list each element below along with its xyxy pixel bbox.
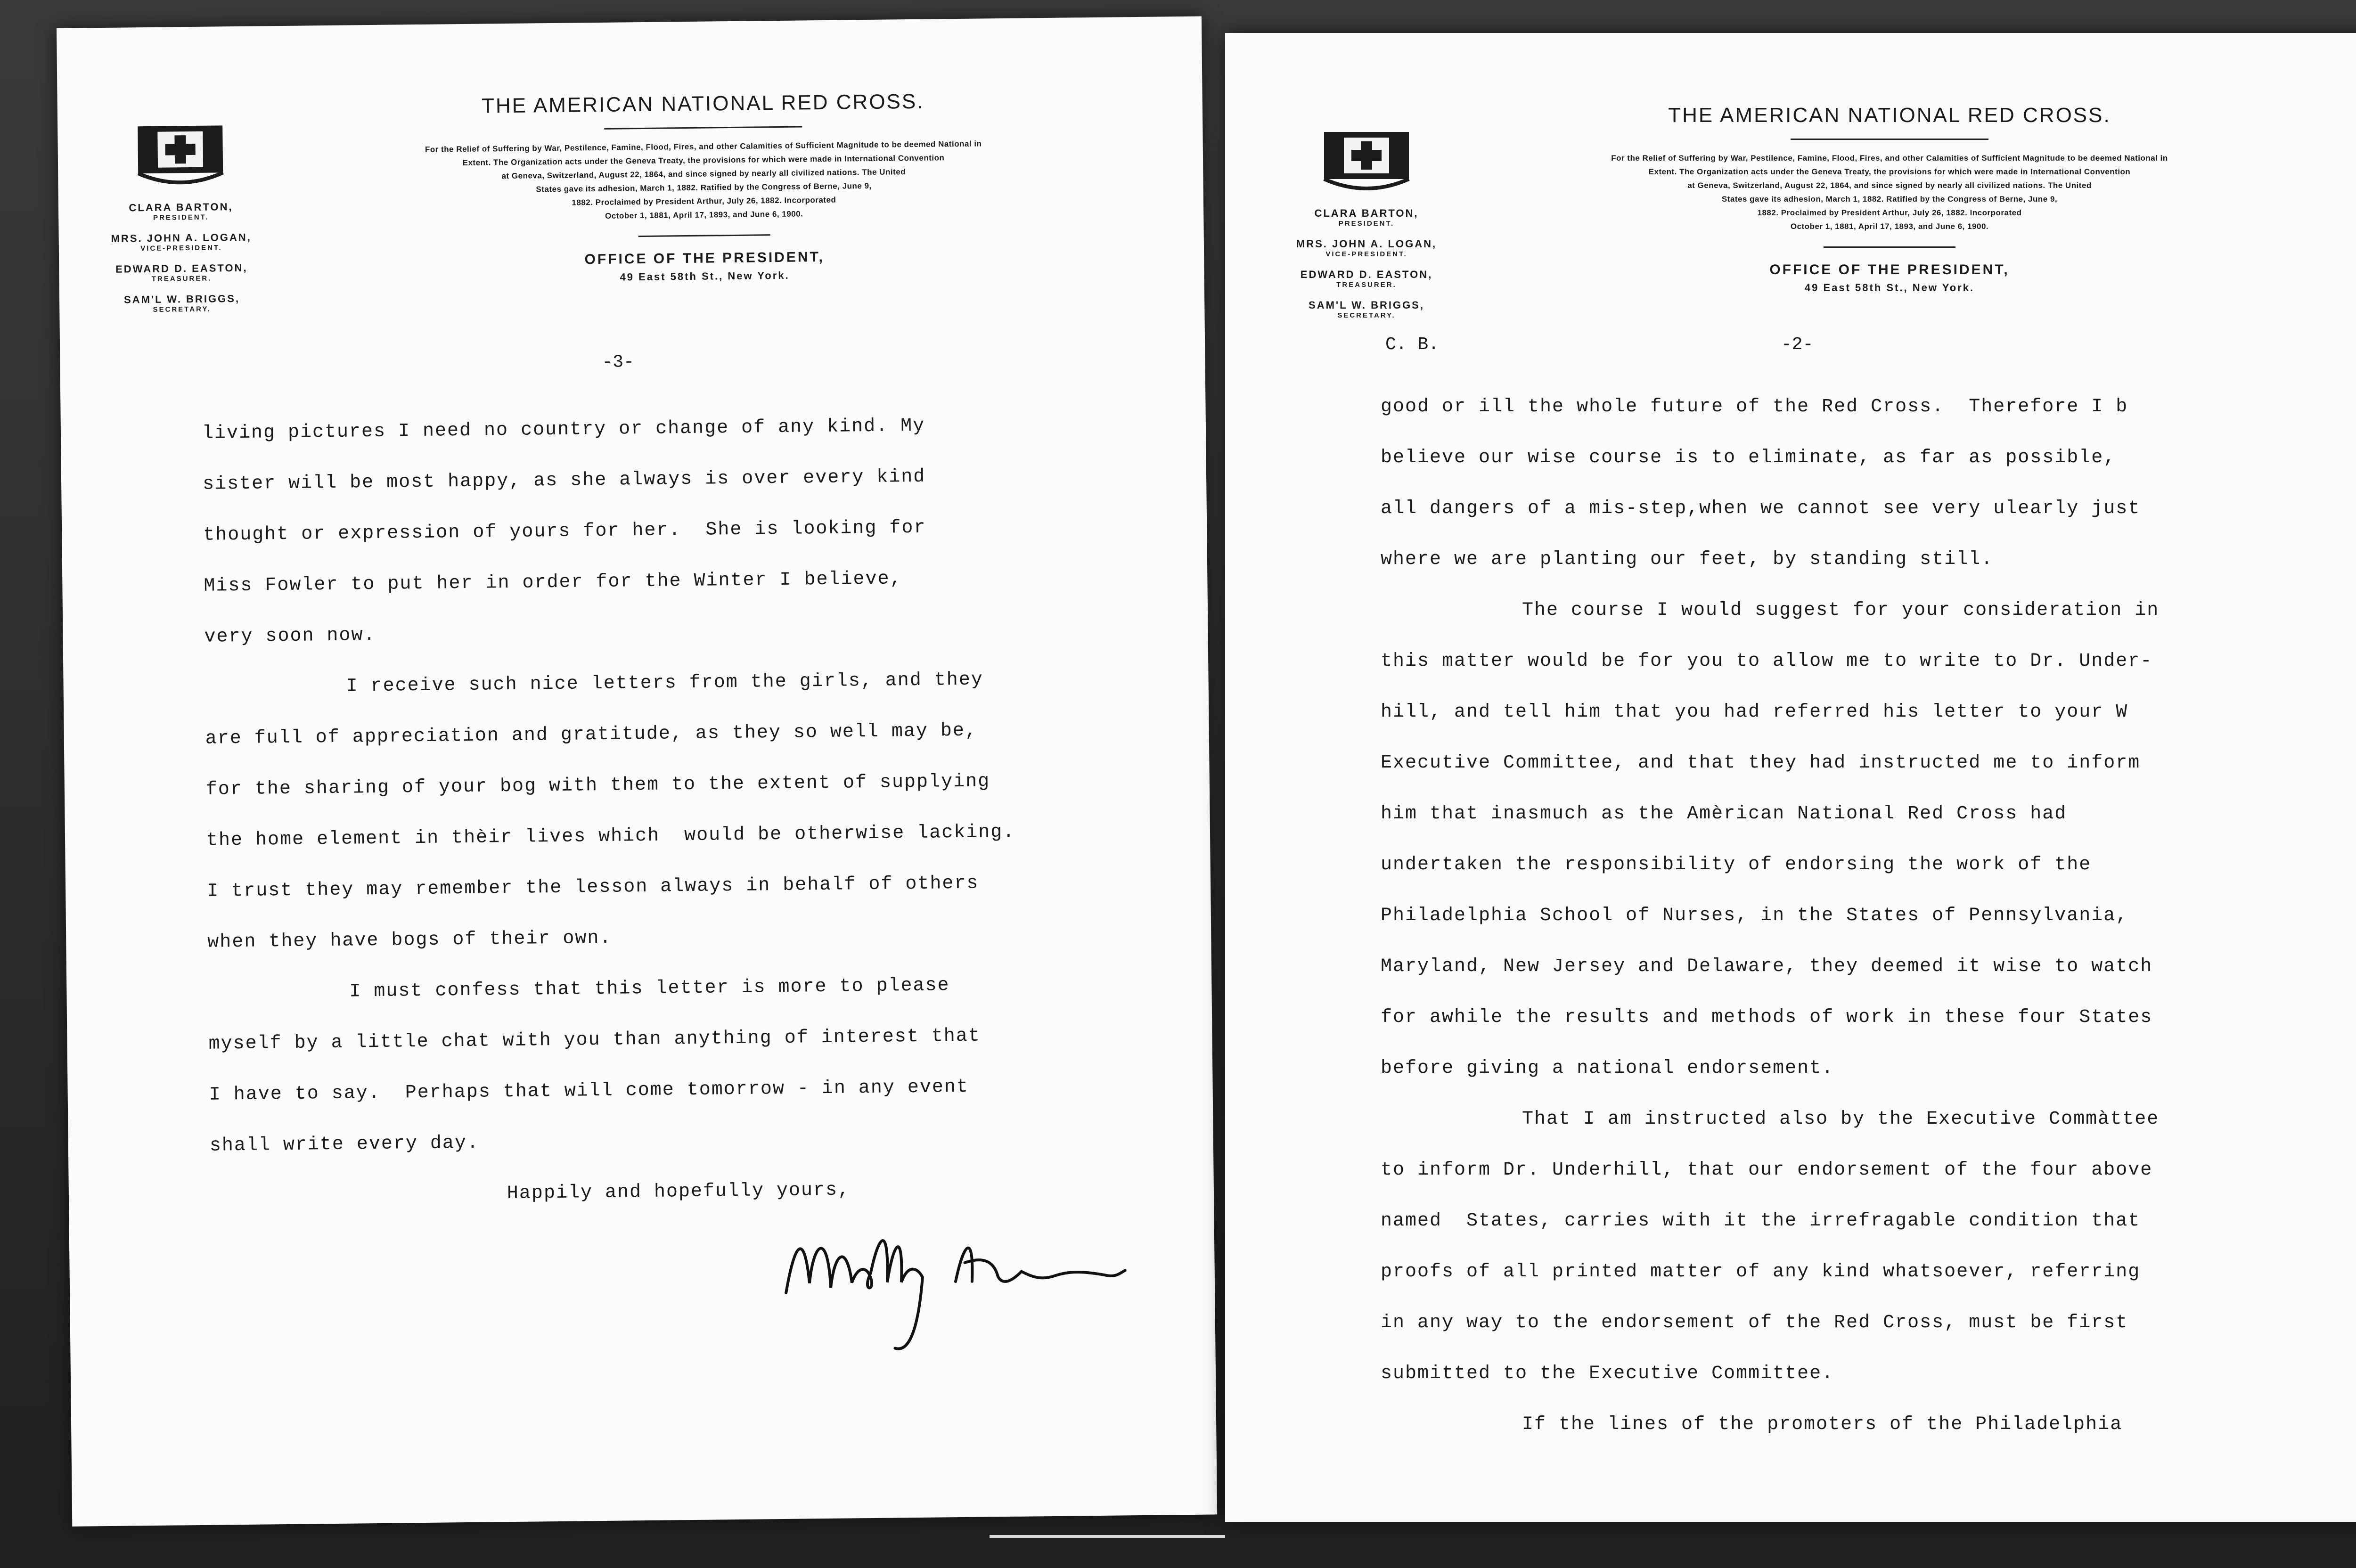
charter-line: 1882. Proclaimed by President Arthur, July 26, 1882. Incorporated [1757,208,2022,217]
charter-line: October 1, 1881, April 17, 1893, and June 6, 1900. [1790,222,1989,231]
red-cross-emblem-icon [133,121,228,188]
text-line: named States, carries with it the irrefragable condition that [1381,1210,2141,1232]
text-line: myself by a little chat with you than anything of interest that [208,1025,981,1055]
charter-line: States gave its adhesion, March 1, 1882. Ratified by the Congress of Berne, June 9, [1721,195,2058,204]
text-line: very soon now. [204,624,376,648]
charter-text [303,136,1105,226]
text-line: I must confess that this letter is more to please [349,975,950,1003]
officers-block [1296,127,1437,319]
letter-page-left [57,16,1217,1527]
letter-body-right [1381,382,2356,1450]
charter-line: at Geneva, Switzerland, August 22, 1864, and since signed by nearly all civilized nations. The United [1687,181,2092,190]
officer-vice-president [111,231,252,253]
recipient-initials: C. B. [1385,335,1440,355]
charter-line: at Geneva, Switzerland, August 22, 1864, and since signed by nearly all civilized nations. The United [501,167,906,181]
letter-page-right [1225,33,2356,1522]
officer-role: PRESIDENT. [153,213,209,222]
text-line: to inform Dr. Underhill, that our endorsement of the four above [1381,1160,2153,1181]
text-line: are full of appreciation and gratitude, as they so well may be, [205,720,978,750]
text-line: I have to say. Perhaps that will come tomorrow - in any event [209,1076,969,1106]
office-title: OFFICE OF THE PRESIDENT, [584,249,825,268]
divider [638,234,770,237]
officer-name: CLARA BARTON, [1314,207,1419,219]
text-line: Miss Fowler to put her in order for the Winter I believe, [204,568,902,597]
text-line: where we are planting our feet, by standing still. [1381,549,1994,570]
text-line: hill, and tell him that you had referred his letter to your W [1381,702,2128,723]
officer-role: SECRETARY. [1337,311,1396,319]
charter-line: Extent. The Organization acts under the Geneva Treaty, the provisions for which were made in International Convention [1648,167,2131,176]
text-line: If the lines of the promoters of the Philadelphia [1522,1414,2123,1435]
charter-line: States gave its adhesion, March 1, 1882. Ratified by the Congress of Berne, June 9, [536,181,872,194]
text-line: Philadelphia School of Nurses, in the States of Pennsylvania, [1381,905,2128,926]
officer-role: VICE-PRESIDENT. [140,244,222,253]
officer-name: SAM'L W. BRIGGS, [123,292,240,306]
officer-treasurer [111,262,252,284]
office-title: OFFICE OF THE PRESIDENT, [1769,262,2010,278]
officer-name: MRS. JOHN A. LOGAN, [1296,238,1437,250]
scanner-edge [990,1535,1225,1538]
officer-role: TREASURER. [151,274,212,283]
text-line: the home element in thèir lives which would be otherwise lacking. [206,821,1015,851]
text-line: proofs of all printed matter of any kind whatsoever, referring [1381,1261,2141,1282]
officer-name: CLARA BARTON, [129,201,233,214]
office-address: 49 East 58th St., New York. [1804,282,1975,294]
text-line: Maryland, New Jersey and Delaware, they deemed it wise to watch [1381,956,2153,977]
closing-line: Happily and hopefully yours, [507,1179,851,1205]
officers-block [109,121,253,314]
charter-line: For the Relief of Suffering by War, Pestilence, Famine, Flood, Fires, and other Calamities of Sufficient Magnitude to be deemed National in [1611,154,2168,163]
charter-line: Extent. The Organization acts under the Geneva Treaty, the provisions for which were made in International Convention [462,153,945,167]
text-line: shall write every day. [209,1132,480,1157]
text-line: sister will be most happy, as she always is over every kind [202,466,926,495]
office-address: 49 East 58th St., New York. [620,269,790,283]
text-line: in any way to the endorsement of the Red Cross, must be first [1381,1312,2128,1333]
letterhead-text [1489,104,2290,294]
letterhead-left [57,16,1205,358]
text-line: believe our wise course is to eliminate, as far as possible, [1381,447,2116,468]
text-line: I trust they may remember the lesson always in behalf of others [206,873,979,902]
divider [1824,246,1955,248]
text-line: The course I would suggest for your consideration in [1522,600,2160,621]
officer-president [1296,207,1437,228]
text-line: when they have bogs of their own. [207,927,612,953]
text-line: good or ill the whole future of the Red Cross. Therefore I b [1381,396,2128,417]
officer-secretary [111,293,253,314]
text-line: living pictures I need no country or change of any kind. My [202,415,925,444]
divider [604,126,802,129]
officer-role: PRESIDENT. [1338,220,1395,228]
charter-line: 1882. Proclaimed by President Arthur, July 26, 1882. Incorporated [572,195,836,207]
page-number: -3- [602,352,635,373]
text-line: him that inasmuch as the Amèrican National Red Cross had [1381,803,2067,825]
org-title: THE AMERICAN NATIONAL RED CROSS. [1668,104,2111,127]
text-line: before giving a national endorsement. [1381,1058,1834,1079]
handwritten-signature [776,1209,1135,1364]
officer-name: MRS. JOHN A. LOGAN, [111,231,252,245]
divider [1791,139,1988,140]
charter-text [1489,151,2290,233]
officer-role: SECRETARY. [153,305,212,314]
org-title: THE AMERICAN NATIONAL RED CROSS. [481,90,924,118]
letterhead-right [1225,33,2356,363]
red-cross-emblem-icon [1319,127,1414,193]
text-line: for awhile the results and methods of work in these four States [1381,1007,2153,1028]
letterhead-text [303,88,1105,287]
text-line: undertaken the responsibility of endorsing the work of the [1381,854,2092,875]
page-number: -2- [1781,335,1814,355]
officer-role: TREASURER. [1336,281,1397,289]
text-line: submitted to the Executive Committee. [1381,1363,1834,1384]
text-line: That I am instructed also by the Executive Commàttee [1522,1109,2160,1130]
officer-treasurer [1296,269,1437,289]
text-line: for the sharing of your bog with them to the extent of supplying [205,771,990,800]
officer-name: EDWARD D. EASTON, [1300,269,1433,280]
letter-body-left [202,398,1176,1222]
charter-line: For the Relief of Suffering by War, Pestilence, Famine, Flood, Fires, and other Calamities of Sufficient Magnitude to be deemed National in [425,139,982,154]
officer-secretary [1296,299,1437,319]
text-line: Executive Committee, and that they had instructed me to inform [1381,752,2141,774]
text-line: all dangers of a mis-step,when we cannot see very ulearly just [1381,498,2141,519]
charter-line: October 1, 1881, April 17, 1893, and June 6, 1900. [605,209,803,220]
officer-vice-president [1296,238,1437,258]
officer-name: SAM'L W. BRIGGS, [1309,299,1424,311]
text-line: thought or expression of yours for her. She is looking for [203,517,926,546]
officer-president [110,201,252,222]
officer-name: EDWARD D. EASTON, [115,261,248,275]
text-line: I receive such nice letters from the girls, and they [346,669,984,697]
text-line: this matter would be for you to allow me to write to Dr. Under- [1381,651,2153,672]
officer-role: VICE-PRESIDENT. [1325,250,1407,258]
